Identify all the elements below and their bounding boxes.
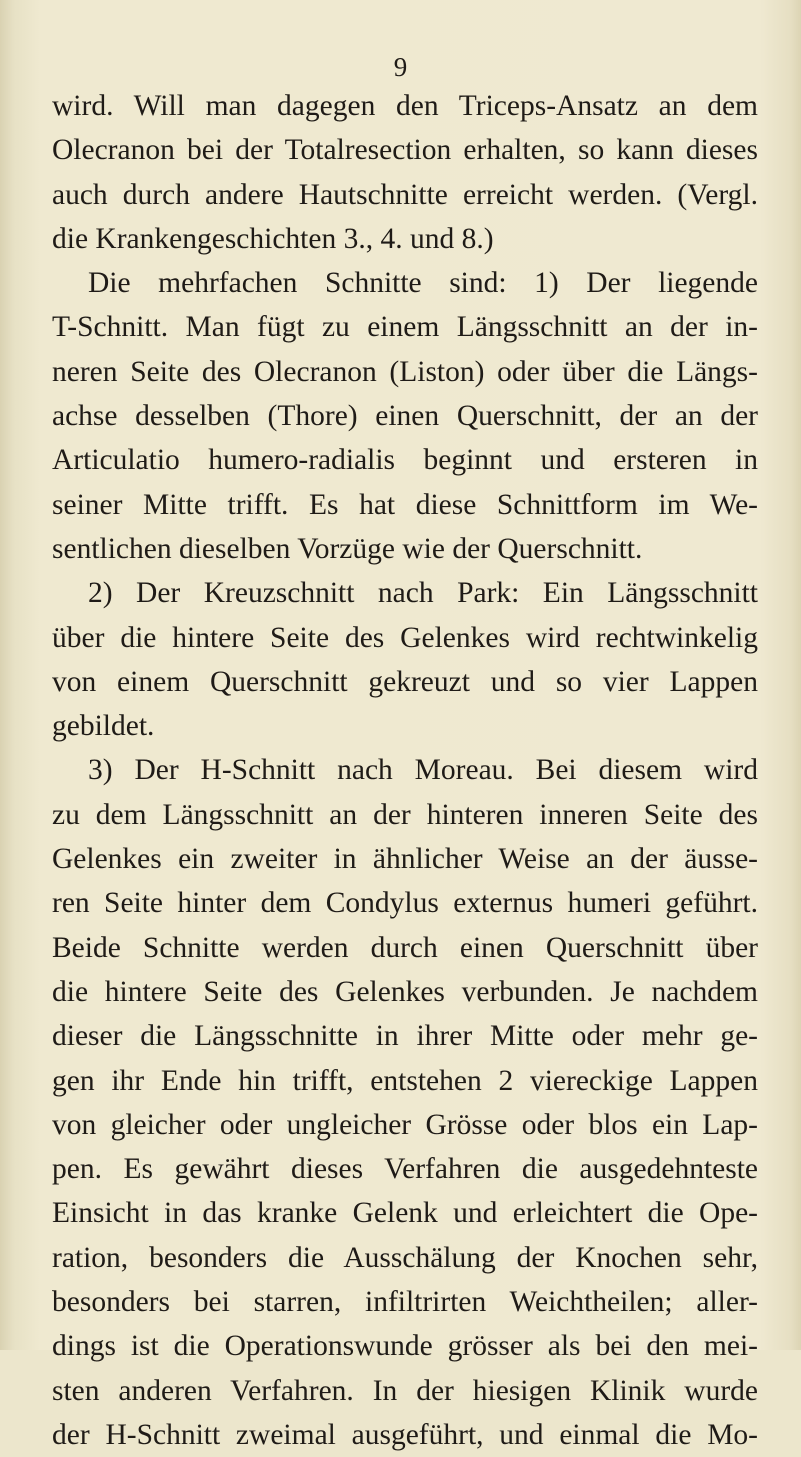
- text-line: ration, besonders die Ausschälung der Knochen sehr,: [52, 1241, 758, 1274]
- body-text: [52, 84, 758, 1457]
- text-line: seiner Mitte trifft. Es hat diese Schnittform im We-: [52, 488, 758, 521]
- text-line: besonders bei starren, infiltrirten Weichtheilen; aller-: [52, 1286, 758, 1319]
- text-line: von einem Querschnitt gekreuzt und so vier Lappen: [52, 665, 758, 698]
- text-line: dieser die Längsschnitte in ihrer Mitte oder mehr ge-: [52, 1020, 758, 1053]
- text-line: neren Seite des Olecranon (Liston) oder über die Längs-: [52, 355, 758, 388]
- text-line: Articulatio humero-radialis beginnt und ersteren in: [52, 444, 758, 477]
- text-line: zu dem Längsschnitt an der hinteren inneren Seite des: [52, 798, 758, 831]
- text-line: die hintere Seite des Gelenkes verbunden. Je nachdem: [52, 975, 758, 1008]
- text-line: T-Schnitt. Man fügt zu einem Längsschnitt an der in-: [52, 311, 758, 344]
- text-line: pen. Es gewährt dieses Verfahren die ausgedehnteste: [52, 1153, 758, 1186]
- text-line: ren Seite hinter dem Condylus externus humeri geführt.: [52, 887, 758, 920]
- text-line: von gleicher oder ungleicher Grösse oder blos ein Lap-: [52, 1108, 758, 1141]
- text-line: achse desselben (Thore) einen Querschnitt, der an der: [52, 400, 758, 433]
- text-line: auch durch andere Hautschnitte erreicht werden. (Vergl.: [52, 178, 758, 211]
- text-line: Gelenkes ein zweiter in ähnlicher Weise an der äusse-: [52, 843, 758, 876]
- text-line: Die mehrfachen Schnitte sind: 1) Der liegende: [88, 267, 758, 300]
- text-line: Olecranon bei der Totalresection erhalten, so kann dieses: [52, 134, 758, 167]
- text-line: wird. Will man dagegen den Triceps-Ansatz an dem: [52, 90, 758, 122]
- text-line: 3) Der H-Schnitt nach Moreau. Bei diesem wird: [88, 754, 758, 787]
- text-line: sten anderen Verfahren. In der hiesigen Klinik wurde: [52, 1374, 758, 1407]
- text-line: sentlichen dieselben Vorzüge wie der Querschnitt.: [52, 532, 643, 565]
- text-line: Beide Schnitte werden durch einen Querschnitt über: [52, 931, 758, 964]
- text-line: Einsicht in das kranke Gelenk und erleichtert die Ope-: [52, 1197, 758, 1230]
- text-line: über die hintere Seite des Gelenkes wird rechtwinkelig: [52, 621, 758, 654]
- text-line: die Krankengeschichten 3., 4. und 8.): [52, 222, 494, 255]
- text-line: 2) Der Kreuzschnitt nach Park: Ein Längsschnitt: [88, 577, 758, 610]
- text-line: dings ist die Operationswunde grösser als bei den mei-: [52, 1330, 758, 1363]
- text-line: gebildet.: [52, 710, 155, 743]
- text-line: der H-Schnitt zweimal ausgeführt, und einmal die Mo-: [52, 1418, 758, 1451]
- page-number: 9: [393, 52, 408, 82]
- text-line: gen ihr Ende hin trifft, entstehen 2 viereckige Lappen: [52, 1064, 758, 1097]
